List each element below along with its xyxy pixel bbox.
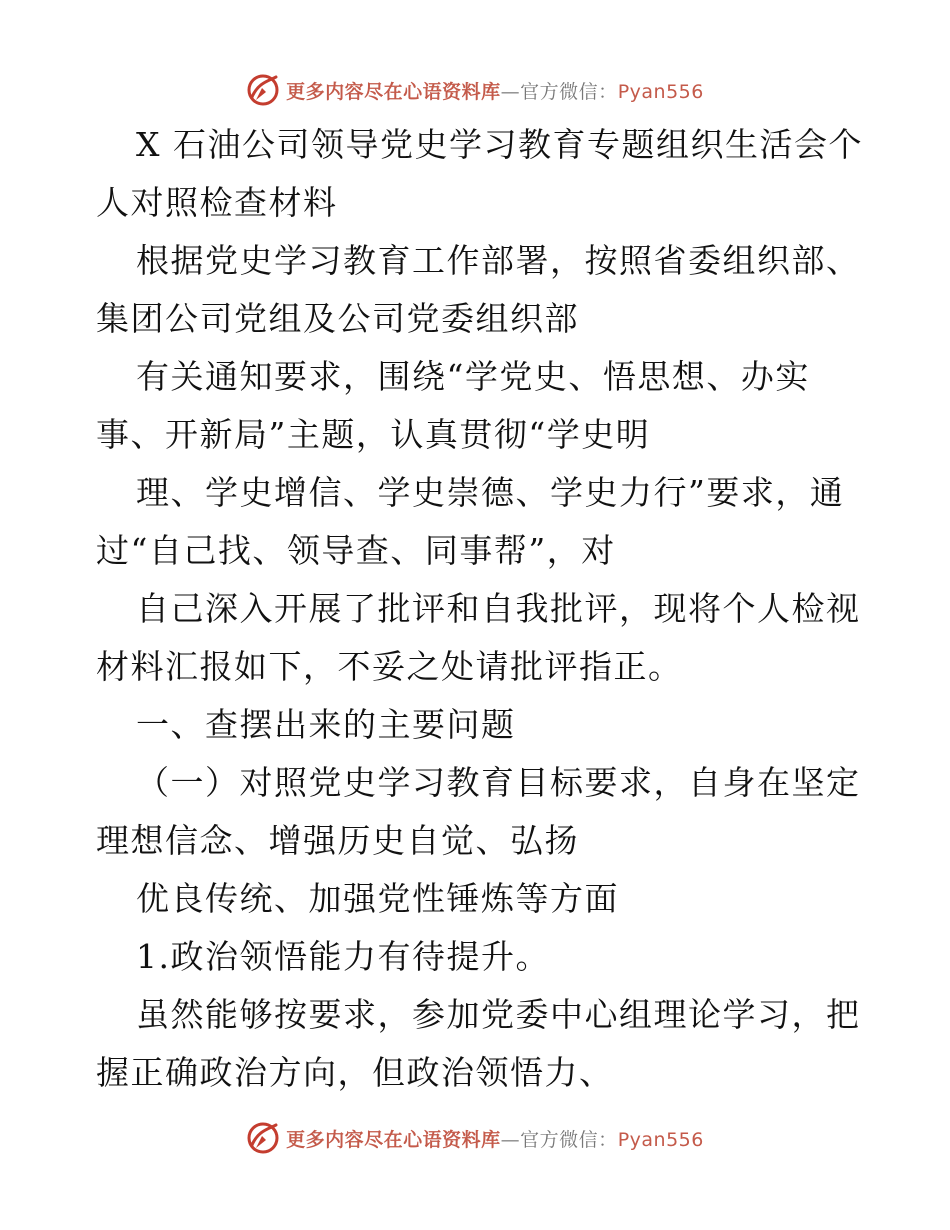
doc-line: 握正确政治方向，但政治领悟力、	[96, 1053, 614, 1092]
watermark-lead: 更多内容尽在心语资料库	[286, 1128, 501, 1151]
doc-line: 优良传统、加强党性锤炼等方面	[136, 879, 619, 918]
watermark-dash: —	[500, 1128, 521, 1151]
watermark-wechat: Pyan556	[617, 1128, 704, 1151]
doc-line: X 石油公司领导党史学习教育专题组织生活会个	[136, 125, 863, 164]
watermark-wechat: Pyan556	[617, 80, 704, 103]
doc-line: 过“自己找、领导查、同事帮”，对	[96, 531, 616, 570]
subsection-heading: （一）对照党史学习教育目标要求，自身在坚定	[136, 763, 861, 802]
doc-line: 理、学史增信、学史崇德、学史力行”要求，通	[136, 473, 845, 512]
document-body	[96, 116, 863, 1102]
doc-line: 有关通知要求，围绕“学党史、悟思想、办实	[136, 357, 810, 396]
watermark-label: 官方微信：	[520, 80, 618, 103]
watermark-label: 官方微信：	[520, 1128, 618, 1151]
watermark-banner-bottom	[0, 1120, 950, 1156]
pen-logo-icon	[246, 1121, 280, 1155]
doc-line: 理想信念、增强历史自觉、弘扬	[96, 821, 579, 860]
doc-line: 集团公司党组及公司党委组织部	[96, 299, 579, 338]
doc-line: 人对照检查材料	[96, 183, 338, 222]
doc-line: 根据党史学习教育工作部署，按照省委组织部、	[136, 241, 861, 280]
doc-line: 虽然能够按要求，参加党委中心组理论学习，把	[136, 995, 861, 1034]
doc-line: 自己深入开展了批评和自我批评，现将个人检视	[136, 589, 861, 628]
watermark-lead: 更多内容尽在心语资料库	[286, 80, 501, 103]
watermark-dash: —	[500, 80, 521, 103]
doc-line: 材料汇报如下，不妥之处请批评指正。	[96, 647, 683, 686]
watermark-text	[286, 1125, 704, 1152]
pen-logo-icon	[246, 73, 280, 107]
section-heading: 一、查摆出来的主要问题	[136, 705, 516, 744]
doc-line: 事、开新局”主题，认真贯彻“学史明	[96, 415, 651, 454]
watermark-banner-top	[0, 72, 950, 108]
watermark-text	[286, 77, 704, 104]
item-heading: 1.政治领悟能力有待提升。	[136, 937, 550, 976]
